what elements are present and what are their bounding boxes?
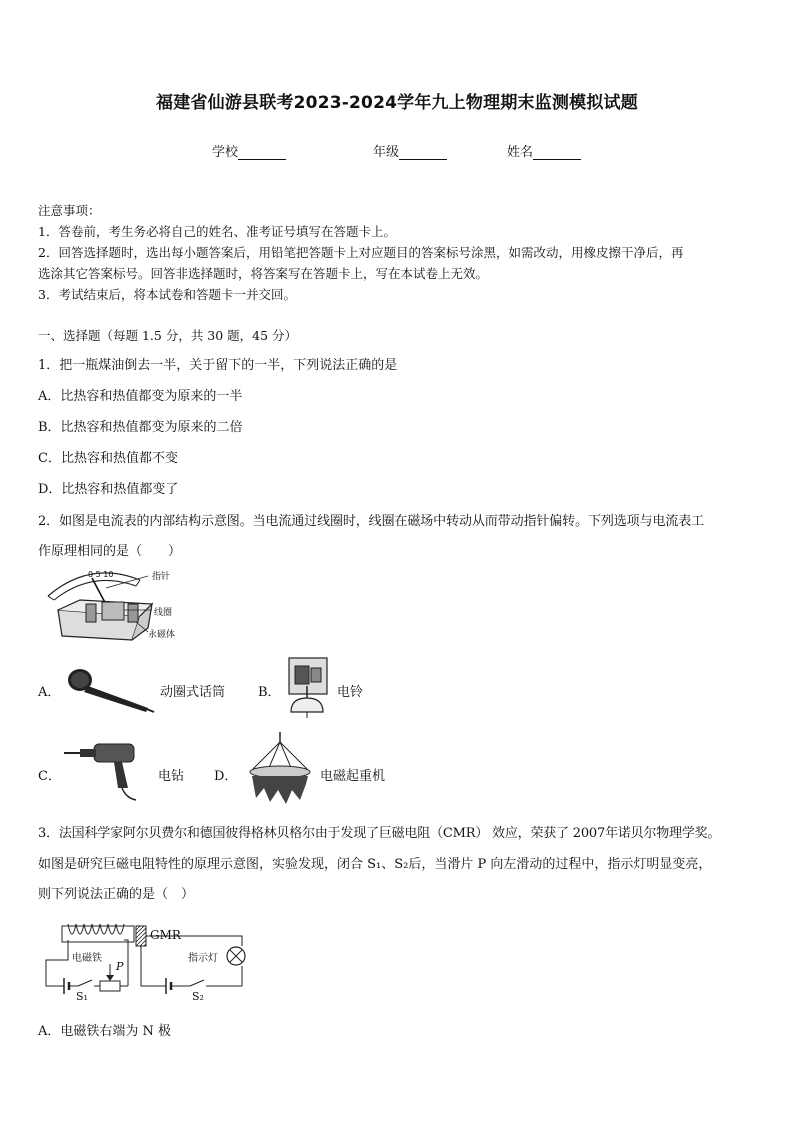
q2-stem-line2: 作原理相同的是（ ） bbox=[38, 544, 182, 559]
q3-stem-line3: 则下列说法正确的是（ ） bbox=[38, 887, 195, 902]
ammeter-figure bbox=[40, 566, 190, 646]
q3-stem-line2: 如图是研究巨磁电阻特性的原理示意图，实验发现，闭合 S₁、S₂后，当滑片 P 向左滑动的过程中，指示灯明显变亮， bbox=[38, 857, 712, 872]
notice-heading: 注意事项： bbox=[38, 203, 101, 218]
q2-option-b-name[interactable]: 电铃 bbox=[337, 685, 364, 700]
electric-bell-icon bbox=[285, 656, 333, 722]
indicator-lamp-label: 指示灯 bbox=[188, 953, 218, 964]
switch-s1-label: S₁ bbox=[76, 990, 88, 1003]
q2-option-d-letter[interactable]: D． bbox=[214, 769, 238, 784]
q2-stem-line1: 2．如图是电流表的内部结构示意图。当电流通过线圈时，线圈在磁场中转动从而带动指针偏转。下列选项与电流表工 bbox=[38, 514, 705, 529]
q1-option-a[interactable]: A．比热容和热值都变为原来的一半 bbox=[38, 389, 243, 404]
pointer-label: 指针 bbox=[152, 572, 171, 582]
grade-field[interactable] bbox=[373, 141, 447, 160]
page-title: 福建省仙游县联考2023-2024学年九上物理期末监测模拟试题 bbox=[156, 93, 638, 113]
scale-label: 0 5 10 bbox=[88, 570, 114, 579]
name-field[interactable] bbox=[507, 141, 581, 160]
notice-item: 3．考试结束后，将本试卷和答题卡一并交回。 bbox=[38, 287, 296, 302]
notice-item: 1．答卷前，考生务必将自己的姓名、准考证号填写在答题卡上。 bbox=[38, 224, 396, 239]
electromagnetic-crane-icon bbox=[242, 732, 318, 806]
magnet-label: 永磁体 bbox=[148, 630, 176, 640]
q1-option-b[interactable]: B．比热容和热值都变为原来的二倍 bbox=[38, 420, 243, 435]
q3-option-a[interactable]: A．电磁铁右端为 N 极 bbox=[38, 1024, 172, 1039]
slider-p-label: P bbox=[116, 960, 124, 973]
school-blank[interactable] bbox=[238, 146, 286, 160]
gmr-label: GMR bbox=[150, 928, 181, 942]
q2-option-b-letter[interactable]: B． bbox=[258, 685, 281, 700]
q3-stem-line1: 3．法国科学家阿尔贝费尔和德国彼得格林贝格尔由于发现了巨磁电阻（CMR） 效应，荣获了 2007年诺贝尔物理学奖。 bbox=[38, 826, 721, 841]
q2-option-c-name[interactable]: 电钻 bbox=[158, 769, 185, 784]
grade-blank[interactable] bbox=[399, 146, 447, 160]
section-heading: 一、选择题（每题 1.5 分，共 30 题，45 分） bbox=[38, 328, 298, 343]
school-label: 学校 bbox=[212, 145, 239, 160]
q2-option-a-name[interactable]: 动圈式话筒 bbox=[160, 685, 226, 700]
name-label: 姓名 bbox=[507, 145, 534, 160]
microphone-icon bbox=[64, 664, 156, 716]
electromagnet-label: 电磁铁 bbox=[72, 953, 102, 964]
grade-label: 年级 bbox=[373, 145, 400, 160]
notice-block bbox=[38, 200, 683, 305]
school-field[interactable] bbox=[212, 141, 286, 160]
q1-option-c[interactable]: C．比热容和热值都不变 bbox=[38, 451, 178, 466]
coil-label: 线圈 bbox=[154, 608, 173, 618]
gmr-circuit-diagram bbox=[42, 920, 252, 1006]
notice-item: 2．回答选择题时，选出每小题答案后，用铅笔把答题卡上对应题目的答案标号涂黑，如需改动，用橡皮擦干净后，再 bbox=[38, 245, 684, 260]
name-blank[interactable] bbox=[533, 146, 581, 160]
q1-stem: 1．把一瓶煤油倒去一半，关于留下的一半，下列说法正确的是 bbox=[38, 358, 398, 373]
switch-s2-label: S₂ bbox=[192, 990, 204, 1003]
q2-option-c-letter[interactable]: C． bbox=[38, 769, 61, 784]
notice-item: 选涂其它答案标号。回答非选择题时，将答案写在答题卡上，写在本试卷上无效。 bbox=[38, 266, 489, 281]
q2-option-d-name[interactable]: 电磁起重机 bbox=[320, 769, 386, 784]
electric-drill-icon bbox=[62, 736, 154, 802]
q1-option-d[interactable]: D．比热容和热值都变了 bbox=[38, 482, 179, 497]
q2-option-a-letter[interactable]: A． bbox=[38, 685, 61, 700]
